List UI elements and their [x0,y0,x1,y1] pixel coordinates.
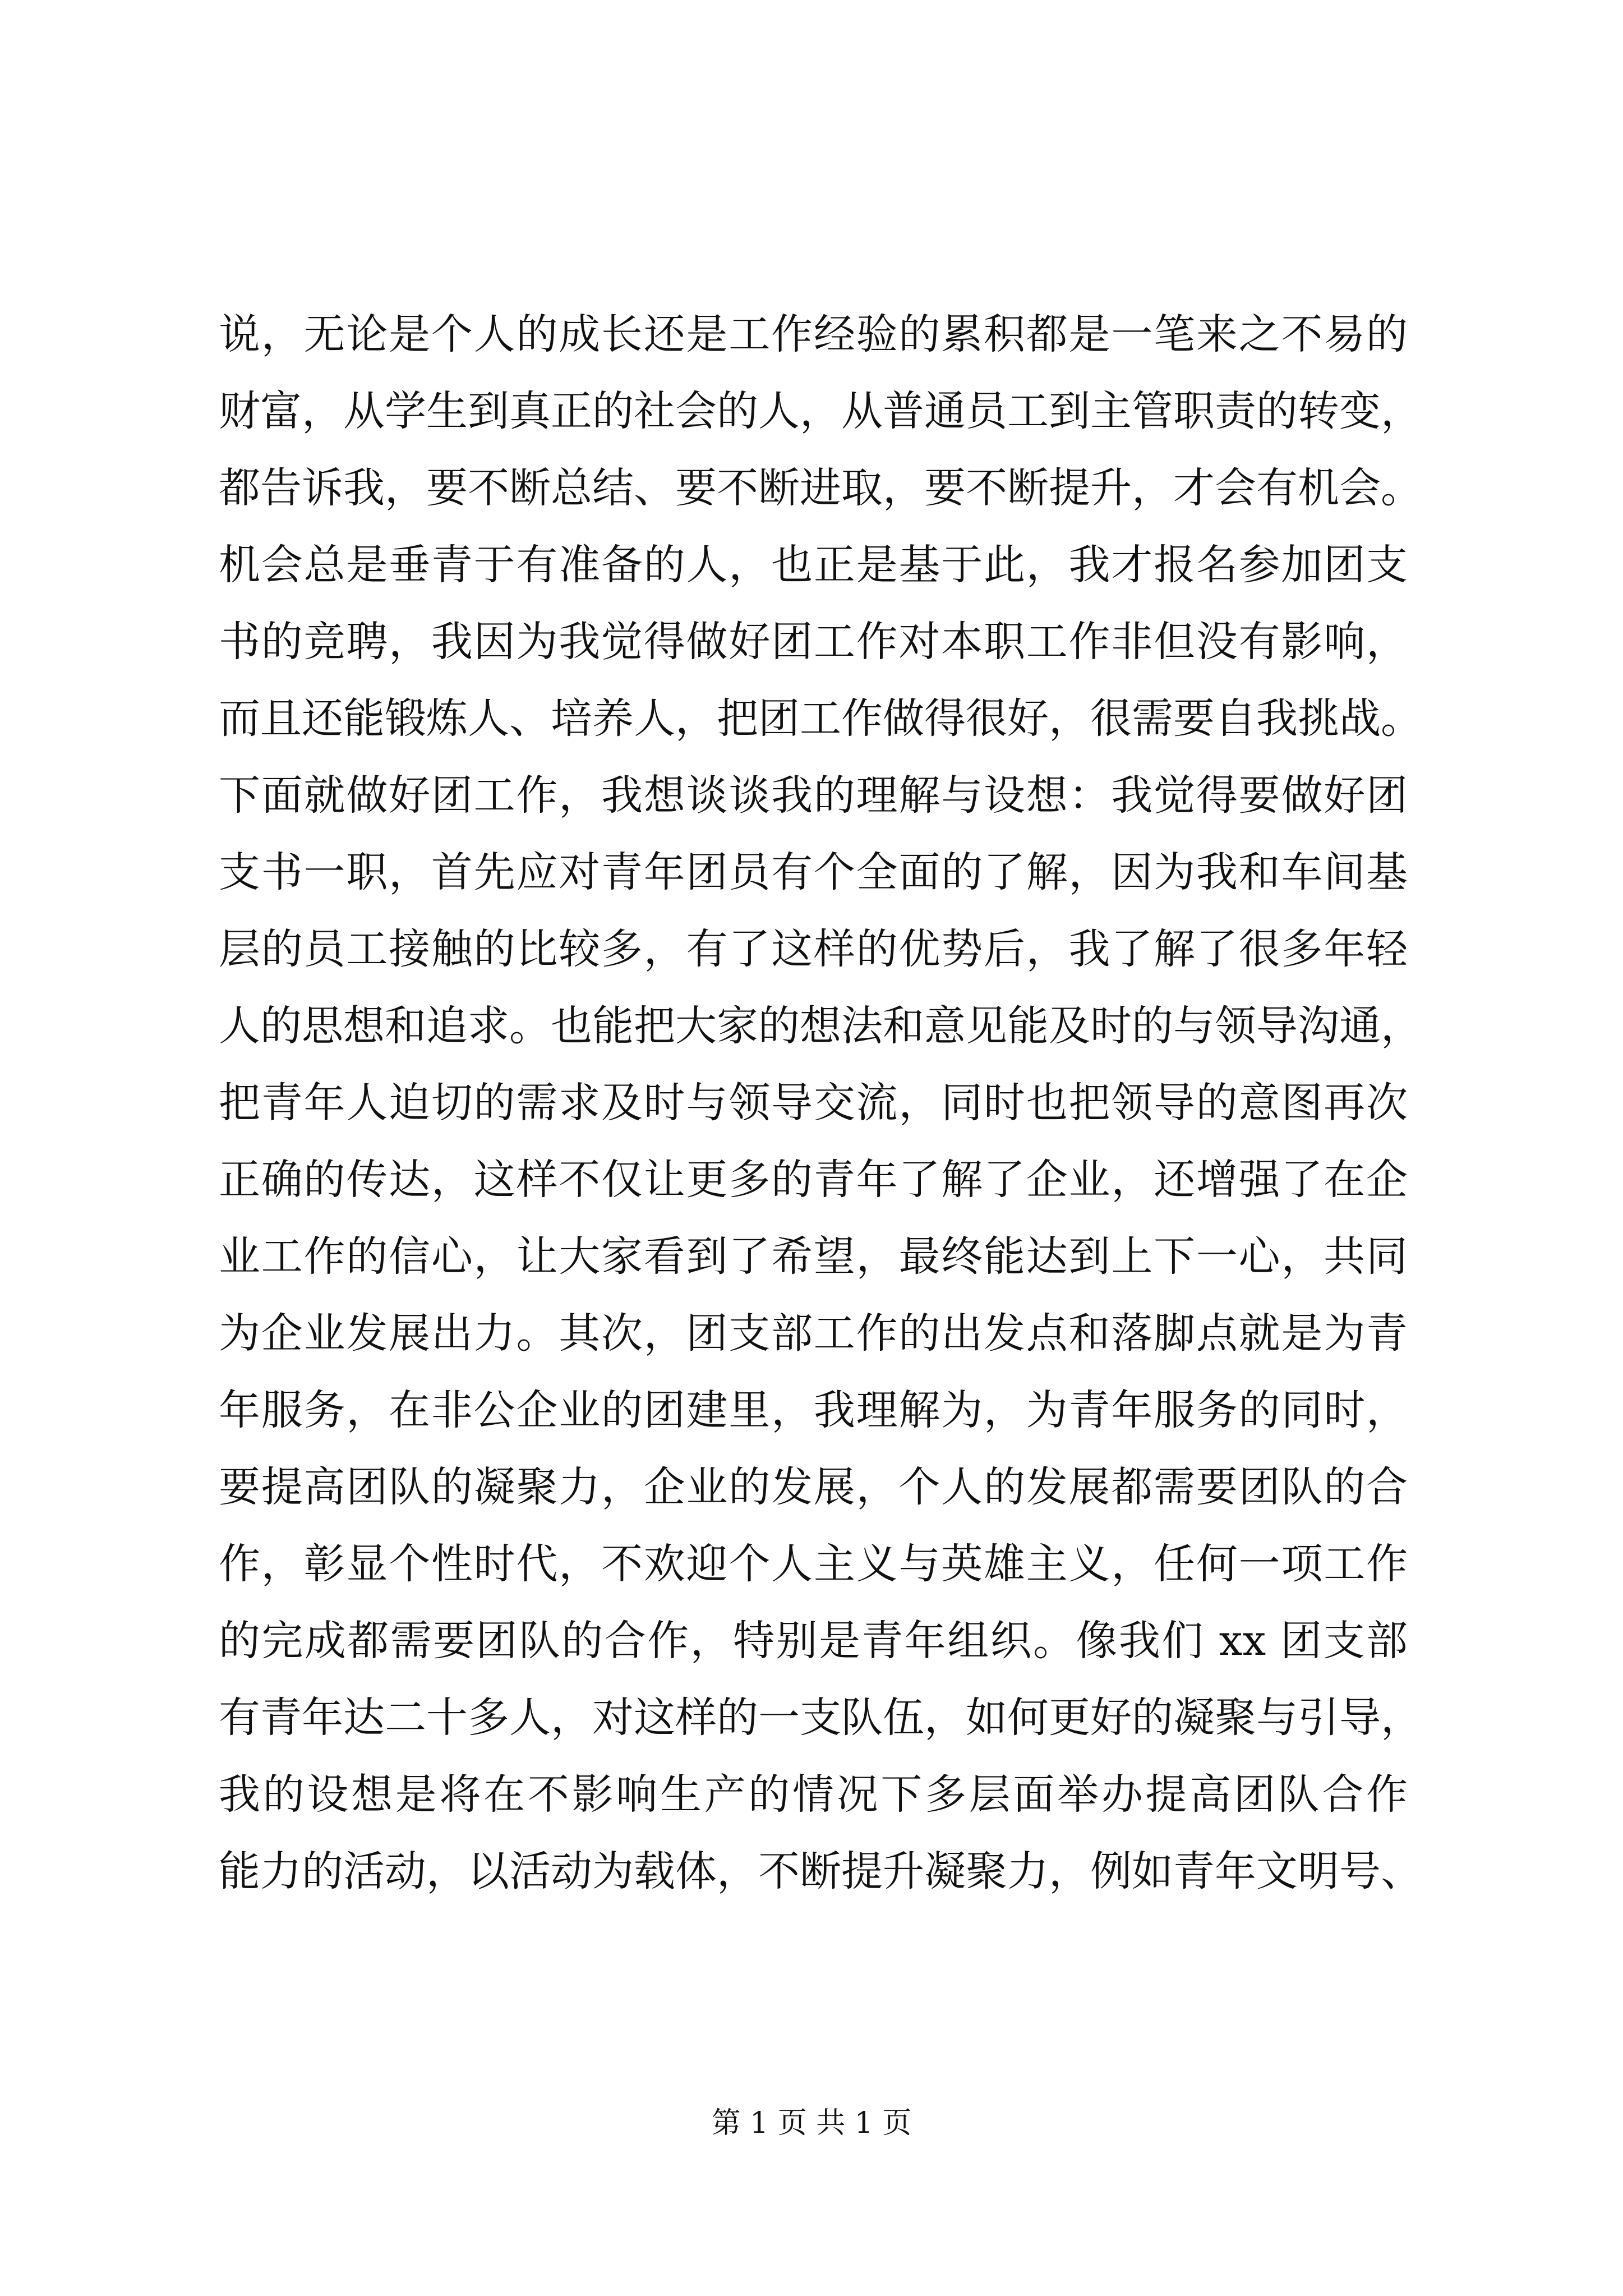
text-line: 都告诉我，要不断总结、要不断进取，要不断提升，才会有机会。 [219,464,1422,512]
body-text [219,296,1422,1910]
text-line: 说，无论是个人的成长还是工作经验的累积都是一笔来之不易的 [219,310,1408,358]
text-line: 有青年达二十多人，对这样的一支队伍，如何更好的凝聚与引导， [219,1694,1422,1742]
text-line: 我的设想是将在不影响生产的情况下多层面举办提高团队合作 [219,1770,1408,1819]
text-line: 人的思想和追求。也能把大家的想法和意见能及时的与领导沟通， [219,1002,1422,1050]
text-line: 层的员工接触的比较多，有了这样的优势后，我了解了很多年轻 [219,925,1408,973]
text-line: 业工作的信心，让大家看到了希望，最终能达到上下一心，共同 [219,1232,1408,1281]
text-line: 机会总是垂青于有准备的人，也正是基于此，我才报名参加团支 [219,541,1408,589]
text-line: 正确的传达，这样不仅让更多的青年了解了企业，还增强了在企 [219,1156,1408,1204]
text-line: 为企业发展出力。其次，团支部工作的出发点和落脚点就是为青 [219,1309,1408,1358]
text-line: 年服务，在非公企业的团建里，我理解为，为青年服务的同时， [219,1386,1408,1434]
text-line: 下面就做好团工作，我想谈谈我的理解与设想：我觉得要做好团 [219,771,1408,820]
text-line: 财富，从学生到真正的社会的人，从普通员工到主管职责的转变， [219,387,1422,435]
text-line: 能力的活动，以活动为载体，不断提升凝聚力，例如青年文明号、 [219,1847,1422,1895]
text-line: 的完成都需要团队的合作，特别是青年组织。像我们 xx 团支部 [219,1617,1408,1665]
text-line: 把青年人迫切的需求及时与领导交流，同时也把领导的意图再次 [219,1079,1408,1127]
text-line: 作，彰显个性时代，不欢迎个人主义与英雄主义，任何一项工作 [219,1540,1408,1588]
page-footer [0,2101,1623,2146]
text-line: 而且还能锻炼人、培养人，把团工作做得很好，很需要自我挑战。 [219,694,1422,743]
text-line: 要提高团队的凝聚力，企业的发展，个人的发展都需要团队的合 [219,1463,1408,1511]
page-number-label: 第 1 页 共 1 页 [711,2106,912,2140]
text-line: 书的竞聘，我因为我觉得做好团工作对本职工作非但没有影响， [219,618,1408,666]
text-line: 支书一职，首先应对青年团员有个全面的了解，因为我和车间基 [219,848,1408,896]
